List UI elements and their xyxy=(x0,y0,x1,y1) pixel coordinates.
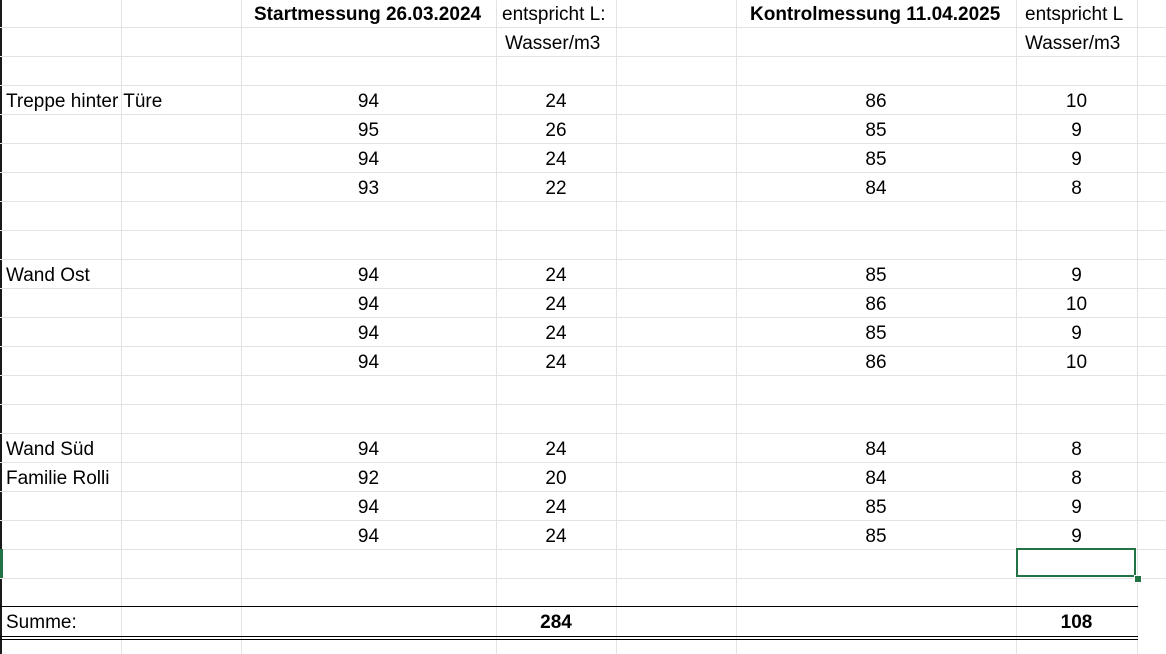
gridline xyxy=(1137,0,1138,654)
table-cell-start[interactable]: 94 xyxy=(357,497,380,518)
table-cell-control[interactable]: 85 xyxy=(865,526,887,547)
table-cell-control-l[interactable]: 10 xyxy=(1065,294,1088,315)
control-unit-header-line1[interactable]: entspricht L xyxy=(1025,4,1124,25)
table-cell-control-l[interactable]: 10 xyxy=(1065,91,1088,112)
gridline xyxy=(0,259,1166,260)
table-cell-control[interactable]: 85 xyxy=(865,149,887,170)
table-cell-start-l[interactable]: 24 xyxy=(545,91,567,112)
start-unit-header-line2[interactable]: Wasser/m3 xyxy=(505,33,601,54)
table-cell-control[interactable]: 86 xyxy=(865,352,887,373)
control-measurement-header[interactable]: Kontrolmessung 11.04.2025 xyxy=(750,4,1001,25)
table-cell-start[interactable]: 94 xyxy=(357,149,380,170)
table-cell-control[interactable]: 86 xyxy=(865,294,887,315)
table-cell-control-l[interactable]: 9 xyxy=(1071,120,1082,141)
table-cell-control-l[interactable]: 9 xyxy=(1071,497,1082,518)
gridline xyxy=(0,433,1166,434)
table-cell-start-l[interactable]: 24 xyxy=(545,497,567,518)
table-cell-control[interactable]: 86 xyxy=(865,91,887,112)
gridline xyxy=(0,404,1166,405)
table-cell-start[interactable]: 93 xyxy=(357,178,380,199)
table-cell-control[interactable]: 84 xyxy=(865,178,887,199)
table-cell-control-l[interactable]: 8 xyxy=(1071,468,1082,489)
table-cell-start[interactable]: 95 xyxy=(357,120,380,141)
table-cell-start-l[interactable]: 26 xyxy=(545,120,567,141)
table-cell-start-l[interactable]: 24 xyxy=(545,439,567,460)
table-cell-control-l[interactable]: 10 xyxy=(1065,352,1088,373)
table-cell-start[interactable]: 94 xyxy=(357,294,380,315)
summary-double-border-2 xyxy=(0,639,1138,640)
table-cell-control-l[interactable]: 8 xyxy=(1071,439,1082,460)
table-cell-start-l[interactable]: 22 xyxy=(545,178,567,199)
table-cell-start[interactable]: 94 xyxy=(357,526,380,547)
table-cell-control-l[interactable]: 8 xyxy=(1071,178,1082,199)
table-cell-control[interactable]: 85 xyxy=(865,265,887,286)
control-unit-header-line2[interactable]: Wasser/m3 xyxy=(1025,33,1121,54)
table-cell-start-l[interactable]: 20 xyxy=(545,468,567,489)
table-cell-start-l[interactable]: 24 xyxy=(545,149,567,170)
group-label[interactable]: Wand Süd xyxy=(6,439,95,460)
gridline xyxy=(0,85,1166,86)
table-cell-control-l[interactable]: 9 xyxy=(1071,323,1082,344)
table-cell-start[interactable]: 94 xyxy=(357,352,380,373)
table-cell-control-l[interactable]: 9 xyxy=(1071,265,1082,286)
table-cell-control[interactable]: 85 xyxy=(865,120,887,141)
group-label[interactable]: Wand Ost xyxy=(6,265,90,286)
gridline xyxy=(616,0,617,654)
table-cell-start[interactable]: 94 xyxy=(357,265,380,286)
summary-start-total[interactable]: 284 xyxy=(540,612,572,633)
selected-cell[interactable] xyxy=(1016,548,1136,577)
table-cell-start-l[interactable]: 24 xyxy=(545,323,567,344)
group-label[interactable]: Familie Rolli xyxy=(6,468,110,489)
table-cell-start[interactable]: 94 xyxy=(357,91,380,112)
table-cell-control-l[interactable]: 9 xyxy=(1071,149,1082,170)
active-row-marker xyxy=(0,549,3,578)
table-cell-control[interactable]: 84 xyxy=(865,439,887,460)
gridline xyxy=(0,230,1166,231)
group-label[interactable]: Treppe hinter Türe xyxy=(6,91,163,112)
table-cell-control[interactable]: 85 xyxy=(865,497,887,518)
start-measurement-header[interactable]: Startmessung 26.03.2024 xyxy=(254,4,482,25)
table-cell-start-l[interactable]: 24 xyxy=(545,526,567,547)
table-cell-control[interactable]: 85 xyxy=(865,323,887,344)
summary-double-border-1 xyxy=(0,636,1138,637)
start-unit-header-line1[interactable]: entspricht L: xyxy=(502,4,606,25)
table-cell-start-l[interactable]: 24 xyxy=(545,265,567,286)
table-cell-control-l[interactable]: 9 xyxy=(1071,526,1082,547)
table-cell-start-l[interactable]: 24 xyxy=(545,294,567,315)
fill-handle[interactable] xyxy=(1134,575,1142,583)
summary-top-border xyxy=(0,606,1138,607)
gridline xyxy=(0,578,1166,579)
table-cell-start-l[interactable]: 24 xyxy=(545,352,567,373)
table-cell-control[interactable]: 84 xyxy=(865,468,887,489)
summary-control-total[interactable]: 108 xyxy=(1060,612,1093,633)
table-cell-start[interactable]: 94 xyxy=(357,323,380,344)
table-cell-start[interactable]: 92 xyxy=(357,468,380,489)
summary-label[interactable]: Summe: xyxy=(6,612,77,633)
table-cell-start[interactable]: 94 xyxy=(357,439,380,460)
